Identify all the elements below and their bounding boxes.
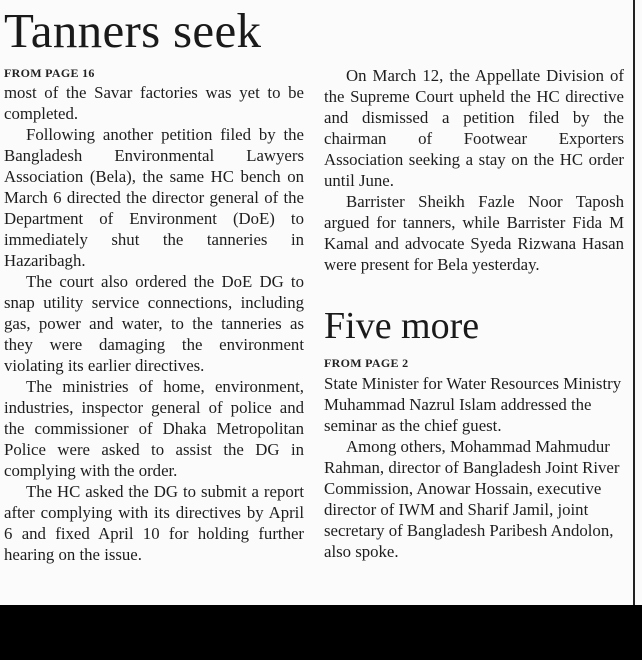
paragraph-bela-petition: Following another petition filed by the Bangladesh Environmental Lawyers Association (Bela), the same HC bench on March 6 directed the director general of the Department of Environment (DoE) to immediately shut the tanneries in Hazaribagh. <box>4 125 304 270</box>
article1-left-column <box>4 82 304 565</box>
jump-line-from-page-16: FROM PAGE 16 <box>4 66 95 80</box>
paragraph-chief-guest: State Minister for Water Resources Ministry Muhammad Nazrul Islam addressed the seminar as the chief guest. <box>324 374 622 435</box>
paragraph-appellate-division: On March 12, the Appellate Division of the Supreme Court upheld the HC directive and dismissed a petition filed by the chairman of Footwear Exporters Association seeking a stay on the HC order until June. <box>324 66 624 190</box>
paragraph-continuation: most of the Savar factories was yet to be completed. <box>4 83 304 123</box>
paragraph-utility-disconnection: The court also ordered the DoE DG to snap utility service connections, including gas, power and water, to the tanneries as they were damaging the environment violating its earlier directives. <box>4 272 304 375</box>
paragraph-report-deadline: The HC asked the DG to submit a report after complying with its directives by April 6 and fixed April 10 for holding further hearing on the issue. <box>4 482 304 564</box>
scan-bottom-border <box>0 605 642 660</box>
paragraph-ministries-assist: The ministries of home, environment, industries, inspector general of police and the commissioner of Dhaka Metropolitan Police were asked to assist the DG in complying with the order. <box>4 377 304 480</box>
article1-right-column <box>324 65 624 275</box>
paragraph-other-speakers: Among others, Mohammad Mahmudur Rahman, director of Bangladesh Joint River Commission, Anowar Hossain, executive director of IWM and Sharif Jamil, joint secretary of Bangladesh Paribesh Andolon, also spoke. <box>324 437 620 561</box>
article-headline-tanners-seek: Tanners seek <box>4 3 262 58</box>
jump-line-from-page-2: FROM PAGE 2 <box>324 356 409 370</box>
article2-column <box>324 373 624 562</box>
paragraph-barristers: Barrister Sheikh Fazle Noor Taposh argued for tanners, while Barrister Fida M Kamal and advocate Syeda Rizwana Hasan were present for Bela yesterday. <box>324 192 624 274</box>
column-rule <box>633 0 635 605</box>
article-headline-five-more: Five more <box>324 305 480 347</box>
